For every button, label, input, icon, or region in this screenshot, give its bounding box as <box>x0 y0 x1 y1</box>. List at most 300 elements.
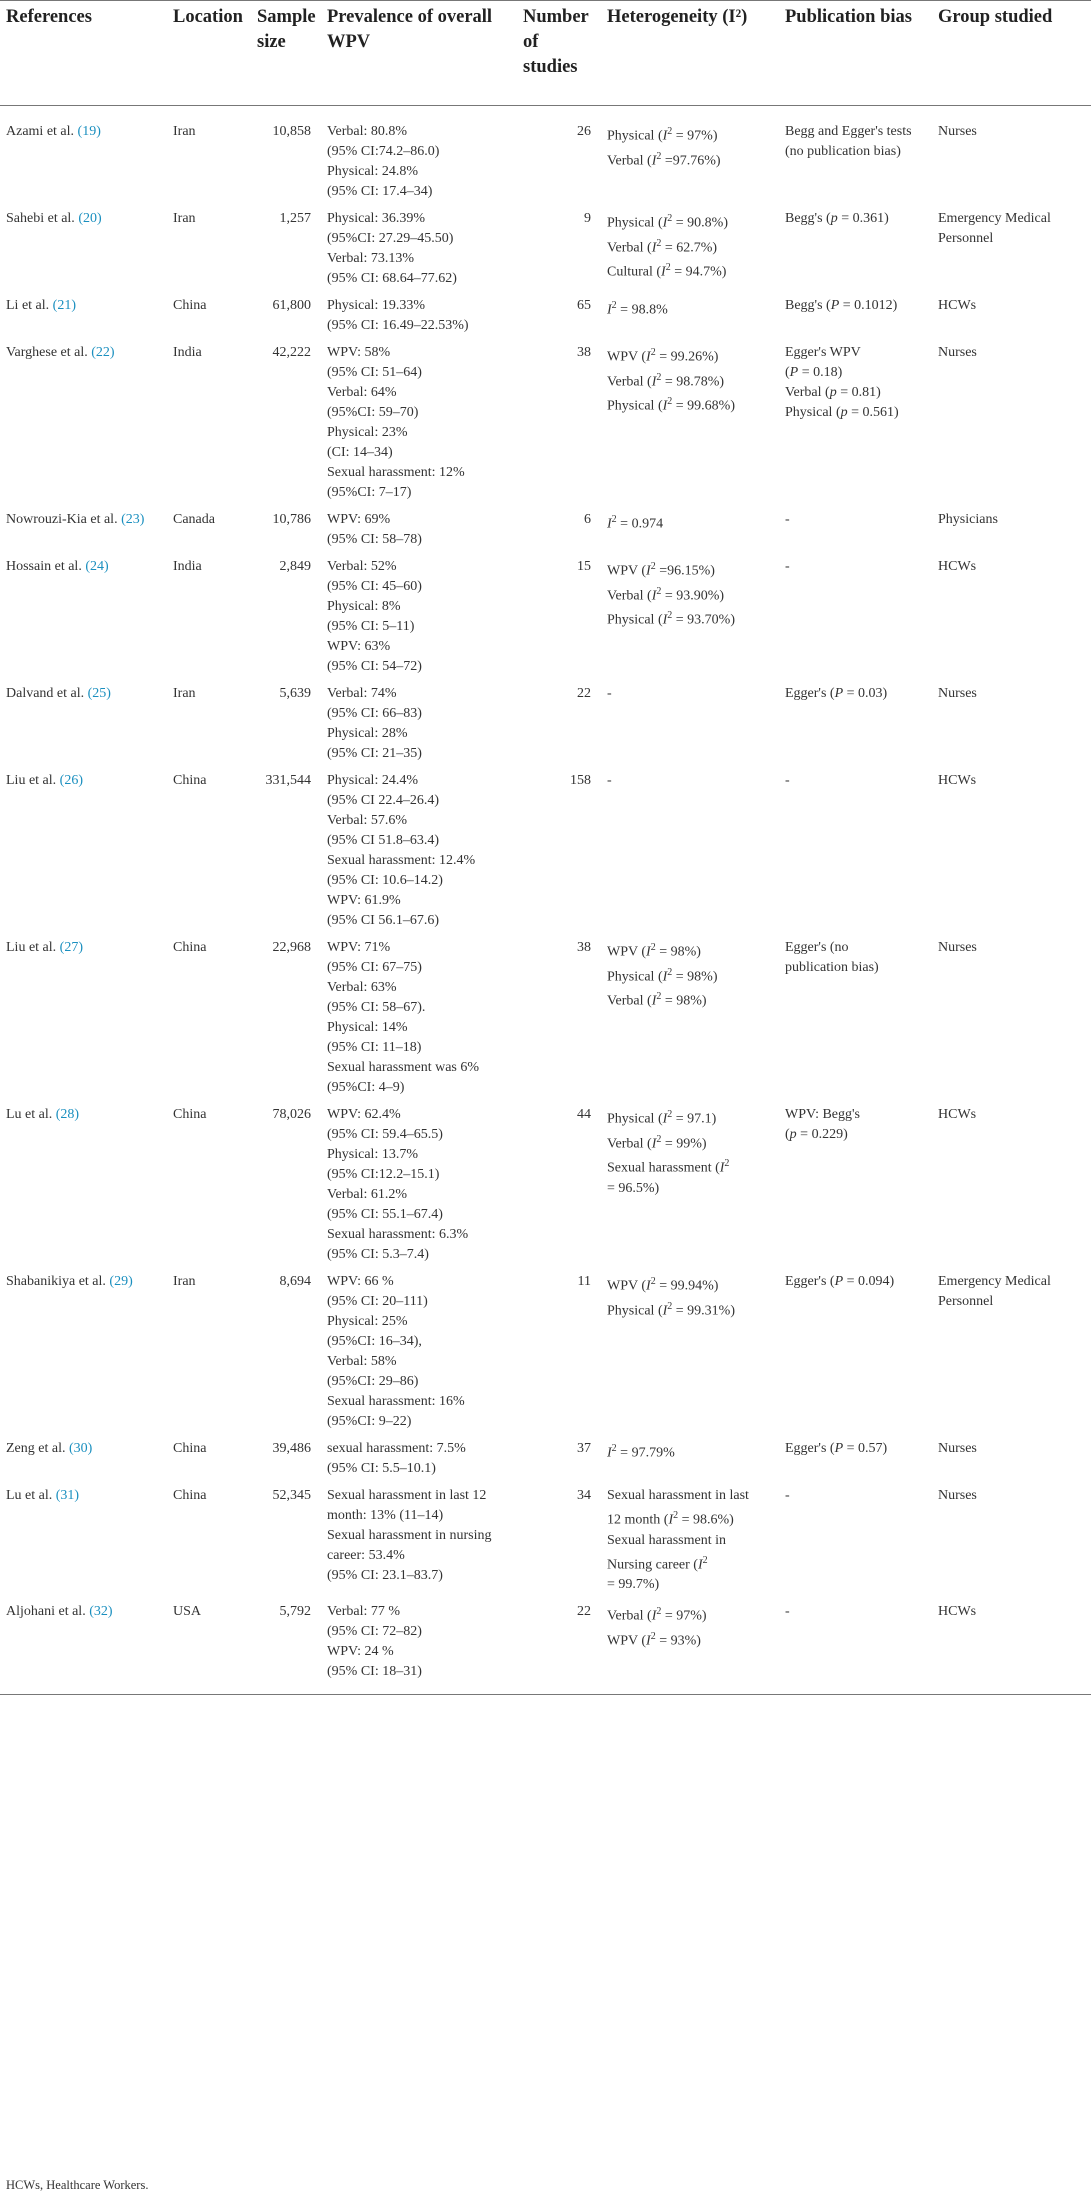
cell-line: - <box>607 686 612 701</box>
cell-location: China <box>173 773 207 788</box>
reference-author: Nowrouzi-Kia et al. <box>6 512 118 527</box>
reference-author: Lu et al. <box>6 1488 53 1503</box>
cell-group-studied <box>932 1595 1091 1695</box>
cell-publication-bias <box>779 1595 932 1695</box>
cell-location: USA <box>167 1595 251 1695</box>
cell-group-studied <box>932 289 1091 336</box>
cell-line: WPV: 66 % <box>327 1274 394 1289</box>
cell-sample-size: 42,222 <box>272 345 311 360</box>
table-row <box>0 1595 1091 1695</box>
cell-heterogeneity <box>601 202 779 289</box>
cell-number-of-studies: 11 <box>577 1274 591 1289</box>
cell-group-studied <box>932 202 1091 289</box>
header-heterogeneity: Heterogeneity (I²) <box>601 1 779 106</box>
cell-line: Sexual harassment: 16% <box>327 1394 465 1409</box>
cell-prevalence <box>321 336 517 503</box>
cell-line: WPV $(I^2 =96.15\%)$ <box>607 561 715 579</box>
cell-publication-bias <box>779 1098 932 1265</box>
cell-line: Verbal: 58% <box>327 1354 397 1369</box>
cell-line: career: 53.4% <box>327 1548 405 1563</box>
cell-group-studied <box>932 931 1091 1098</box>
cell-line: Egger's (P = 0.57) <box>785 1441 888 1456</box>
cell-line: Sexual harassment: 12% <box>327 465 465 480</box>
cell-line: WPV: Begg's <box>785 1107 860 1122</box>
cell-line: Physical: 36.39% <box>327 211 425 226</box>
cell-sample-size: 39,486 <box>272 1441 311 1456</box>
cell-line: HCWs <box>938 773 977 788</box>
cell-group-studied <box>932 1432 1091 1479</box>
reference-author: Dalvand et al. <box>6 686 85 701</box>
cell-sample-size: 1,257 <box>279 211 311 226</box>
cell-group-studied <box>932 1265 1091 1432</box>
cell-line: (CI: 14–34) <box>327 445 393 460</box>
cell-line: WPV: 58% <box>327 345 391 360</box>
citation-link[interactable]: (20) <box>78 211 102 226</box>
cell-line: - <box>785 773 790 788</box>
cell-prevalence <box>321 106 517 203</box>
cell-line: Emergency Medical <box>938 211 1051 226</box>
citation-link[interactable]: (29) <box>109 1274 133 1289</box>
cell-sample-size: 52,345 <box>272 1488 311 1503</box>
cell-sample-size: 10,786 <box>272 512 311 527</box>
cell-line: (95% CI 51.8–63.4) <box>327 833 439 848</box>
cell-number-of-studies: 34 <box>577 1488 591 1503</box>
cell-location: China <box>173 1441 207 1456</box>
cell-line: Sexual harassment: 6.3% <box>327 1227 469 1242</box>
cell-line: 12 month $(I^2 = 98.6\%)$ <box>607 1510 734 1528</box>
cell-line: Sexual harassment in nursing <box>327 1528 492 1543</box>
cell-heterogeneity <box>601 1432 779 1479</box>
cell-line: - <box>785 512 790 527</box>
table-row <box>0 503 1091 550</box>
cell-line: (95% CI: 45–60) <box>327 579 422 594</box>
cell-prevalence <box>321 931 517 1098</box>
reference-author: Liu et al. <box>6 940 57 955</box>
header-group-studied: Group studied <box>932 1 1091 106</box>
cell-heterogeneity <box>601 336 779 503</box>
cell-publication-bias <box>779 677 932 764</box>
cell-sample-size: 22,968 <box>272 940 311 955</box>
cell-line: (95% CI:74.2–86.0) <box>327 144 440 159</box>
cell-heterogeneity <box>601 550 779 677</box>
cell-sample-size: 2,849 <box>279 559 311 574</box>
cell-number-of-studies: 37 <box>577 1441 591 1456</box>
table-row <box>0 677 1091 764</box>
cell-number-of-studies: 158 <box>570 773 591 788</box>
cell-reference <box>0 677 167 764</box>
cell-publication-bias <box>779 1479 932 1595</box>
cell-prevalence <box>321 1432 517 1479</box>
reference-author: Shabanikiya et al. <box>6 1274 106 1289</box>
cell-heterogeneity <box>601 764 779 931</box>
cell-line: Verbal: 77 % <box>327 1604 401 1620</box>
cell-line: Nurses <box>938 686 977 701</box>
cell-heterogeneity <box>601 1098 779 1265</box>
cell-line: Physical: 25% <box>327 1314 408 1329</box>
cell-number-of-studies: 44 <box>577 1107 591 1122</box>
cell-number-of-studies: 38 <box>577 940 591 955</box>
cell-prevalence <box>321 1595 517 1695</box>
citation-link[interactable]: (31) <box>55 1488 80 1503</box>
cell-line: (95% CI 56.1–67.6) <box>327 913 439 928</box>
cell-line: = 96.5%) <box>607 1180 660 1196</box>
cell-reference <box>0 550 167 677</box>
cell-line: Physical $(I^2 = 97\%)$ <box>607 126 718 144</box>
cell-line: (95% CI: 66–83) <box>327 706 422 721</box>
cell-line: Physical: 24.4% <box>327 773 418 788</box>
cell-line: $I^2 = 0.974$ <box>607 514 664 532</box>
cell-number-of-studies: 6 <box>584 512 591 527</box>
cell-publication-bias <box>779 289 932 336</box>
cell-line: Egger's WPV <box>785 345 861 360</box>
cell-line: (95% CI: 5–11) <box>327 619 415 634</box>
cell-location: Canada <box>173 512 215 527</box>
cell-line: (95% CI: 59.4–65.5) <box>327 1127 443 1142</box>
cell-sample-size: 10,858 <box>272 124 311 139</box>
header-publication-bias: Publication bias <box>779 1 932 106</box>
cell-line: (95%CI: 16–34), <box>327 1334 422 1349</box>
cell-line: - <box>607 773 612 788</box>
cell-line: WPV: 61.9% <box>327 893 401 908</box>
cell-line: $I^2 = 98.8\%$ <box>607 300 668 318</box>
cell-line: Begg's (p = 0.361) <box>785 211 889 226</box>
cell-line: Physicians <box>938 512 998 527</box>
cell-location: China <box>173 940 207 955</box>
table-footnote: HCWs, Healthcare Workers. <box>6 2178 149 2192</box>
cell-reference <box>0 1265 167 1432</box>
table-row <box>0 1265 1091 1432</box>
citation-link[interactable]: (25) <box>87 686 111 701</box>
cell-line: Verbal $(I^2 =97.76\%)$ <box>607 150 721 169</box>
cell-line: WPV: 62.4% <box>327 1107 401 1122</box>
header-location: Location <box>167 1 251 106</box>
cell-sample-size: 5,639 <box>279 686 311 701</box>
cell-number-of-studies: 9 <box>584 211 591 226</box>
cell-line: (95% CI: 21–35) <box>327 746 422 761</box>
cell-line: Egger's (P = 0.03) <box>785 686 888 701</box>
cell-group-studied <box>932 764 1091 931</box>
cell-line: Nurses <box>938 940 977 955</box>
cell-line: (95% CI 22.4–26.4) <box>327 793 439 808</box>
header-references: References <box>0 1 167 106</box>
cell-line: (95%CI: 59–70) <box>327 405 419 420</box>
cell-reference <box>0 106 167 203</box>
reference-author: Varghese et al. <box>6 345 88 360</box>
cell-heterogeneity <box>601 503 779 550</box>
cell-line: - <box>785 559 790 574</box>
cell-number-of-studies: 38 <box>577 345 591 360</box>
citation-link[interactable]: (24) <box>85 559 109 574</box>
cell-number-of-studies: 22 <box>517 1595 601 1695</box>
cell-line: Sexual harassment in last <box>607 1488 749 1503</box>
cell-prevalence <box>321 289 517 336</box>
citation-link[interactable]: (28) <box>55 1107 80 1122</box>
cell-line: (95% CI: 54–72) <box>327 659 422 674</box>
cell-line: - <box>785 1604 790 1620</box>
cell-line: WPV: 69% <box>327 512 391 527</box>
cell-line: (95% CI: 18–31) <box>327 1664 422 1680</box>
cell-line: Sexual harassment was 6% <box>327 1060 480 1075</box>
table-row <box>0 1479 1091 1595</box>
cell-prevalence <box>321 1265 517 1432</box>
cell-number-of-studies: 15 <box>577 559 591 574</box>
cell-line: Physical (p = 0.561) <box>785 405 899 420</box>
cell-line: Physical: 23% <box>327 425 408 440</box>
cell-line: Physical: 14% <box>327 1020 408 1035</box>
cell-location: China <box>173 1107 207 1122</box>
table-row <box>0 931 1091 1098</box>
cell-reference <box>0 931 167 1098</box>
cell-line: Physical $(I^2 = 97.1)$ <box>607 1109 717 1127</box>
cell-line: HCWs <box>938 1107 977 1122</box>
cell-location: Iran <box>173 124 196 139</box>
table-row <box>0 202 1091 289</box>
cell-line: publication bias) <box>785 960 879 975</box>
header-sample-size: Sample size <box>251 1 321 106</box>
cell-line: (95% CI: 58–67). <box>327 1000 426 1015</box>
cell-heterogeneity <box>601 1265 779 1432</box>
reference-author: Zeng et al. <box>6 1441 66 1456</box>
cell-line: WPV $(I^2 = 99.26\%)$ <box>607 347 719 365</box>
cell-sample-size: 78,026 <box>272 1107 311 1122</box>
cell-line: (95%CI: 7–17) <box>327 485 412 500</box>
table-row <box>0 1098 1091 1265</box>
cell-location: India <box>173 559 202 574</box>
cell-line: (95% CI: 11–18) <box>327 1040 422 1055</box>
reference-author: Aljohani et al. <box>6 1604 86 1620</box>
cell-publication-bias <box>779 1432 932 1479</box>
cell-line: (P = 0.18) <box>785 365 843 380</box>
cell-line: (p = 0.229) <box>785 1127 848 1142</box>
citation-link[interactable]: (30) <box>68 1441 93 1456</box>
cell-line: Sexual harassment: 12.4% <box>327 853 476 868</box>
cell-location: Iran <box>173 211 196 226</box>
table-row <box>0 289 1091 336</box>
table-body <box>0 106 1091 1695</box>
cell-line: Verbal $(I^2 = 99\%)$ <box>607 1133 707 1152</box>
cell-line: Verbal: 80.8% <box>327 124 408 139</box>
cell-number-of-studies: 26 <box>577 124 591 139</box>
cell-line: Sexual harassment in last 12 <box>327 1488 487 1503</box>
cell-group-studied <box>932 677 1091 764</box>
cell-line: - <box>785 1488 790 1503</box>
cell-prevalence <box>321 764 517 931</box>
citation-link[interactable]: (21) <box>52 298 76 313</box>
cell-line: Physical $(I^2 = 99.31\%)$ <box>607 1300 736 1319</box>
cell-line: Sexual harassment ($I^2$ <box>607 1158 730 1176</box>
cell-publication-bias <box>779 550 932 677</box>
cell-sample-size: 331,544 <box>265 773 311 788</box>
header-number-of-studies: Number of studies <box>517 1 601 106</box>
cell-line: (95% CI: 68.64–77.62) <box>327 271 457 286</box>
reference-author: Lu et al. <box>6 1107 53 1122</box>
citation-link[interactable]: (26) <box>59 773 83 788</box>
cell-line: Physical: 19.33% <box>327 298 425 313</box>
cell-line: Verbal $(I^2 = 98\%)$ <box>607 991 707 1009</box>
cell-number-of-studies: 65 <box>577 298 591 313</box>
cell-line: Cultural $(I^2 = 94.7\%)$ <box>607 262 727 280</box>
cell-line: (95% CI:12.2–15.1) <box>327 1167 440 1182</box>
cell-line: HCWs <box>938 559 977 574</box>
cell-line: Begg and Egger's tests <box>785 124 912 139</box>
cell-line: Personnel <box>938 1294 994 1309</box>
cell-line: (95% CI: 51–64) <box>327 365 422 380</box>
cell-reference <box>0 764 167 931</box>
cell-line: (95% CI: 5.3–7.4) <box>327 1247 429 1262</box>
cell-reference <box>0 503 167 550</box>
cell-line: Physical: 28% <box>327 726 408 741</box>
cell-publication-bias <box>779 764 932 931</box>
cell-line: Physical $(I^2 = 98\%)$ <box>607 966 718 985</box>
cell-prevalence <box>321 550 517 677</box>
cell-line: Physical: 13.7% <box>327 1147 418 1162</box>
table-row <box>0 764 1091 931</box>
cell-publication-bias <box>779 336 932 503</box>
cell-sample-size: 8,694 <box>279 1274 311 1289</box>
reference-author: Hossain et al. <box>6 559 82 574</box>
table-row <box>0 336 1091 503</box>
cell-reference <box>0 289 167 336</box>
cell-line: sexual harassment: 7.5% <box>327 1441 466 1456</box>
header-row <box>0 1 1091 106</box>
citation-link[interactable]: (22) <box>91 345 115 360</box>
cell-location: China <box>173 1488 207 1503</box>
cell-line: (95% CI: 16.49–22.53%) <box>327 318 469 333</box>
cell-heterogeneity <box>601 1479 779 1595</box>
cell-heterogeneity <box>601 677 779 764</box>
header-prevalence: Prevalence of overall WPV <box>321 1 517 106</box>
cell-prevalence <box>321 1479 517 1595</box>
cell-prevalence <box>321 677 517 764</box>
cell-location: China <box>173 298 207 313</box>
cell-line: Egger's (no <box>785 940 849 955</box>
table-row <box>0 1432 1091 1479</box>
cell-heterogeneity <box>601 1595 779 1695</box>
cell-line: WPV: 24 % <box>327 1644 394 1660</box>
cell-line: Verbal $(I^2 = 62.7\%)$ <box>607 237 718 256</box>
cell-line: (95% CI: 67–75) <box>327 960 422 975</box>
cell-publication-bias <box>779 503 932 550</box>
cell-publication-bias <box>779 106 932 203</box>
table-row <box>0 550 1091 677</box>
cell-line: WPV: 63% <box>327 639 391 654</box>
cell-line: WPV $(I^2 = 98\%)$ <box>607 942 701 960</box>
citation-link[interactable]: (19) <box>77 124 101 139</box>
cell-line: Personnel <box>938 231 994 246</box>
reference-author: Sahebi et al. <box>6 211 75 226</box>
cell-sample-size: 5,792 <box>251 1595 321 1695</box>
cell-line: Verbal $(I^2 = 93.90\%)$ <box>607 585 725 604</box>
cell-location: India <box>173 345 202 360</box>
cell-location: Iran <box>173 686 196 701</box>
cell-line: Nurses <box>938 345 977 360</box>
cell-reference <box>0 1595 167 1695</box>
cell-publication-bias <box>779 1265 932 1432</box>
cell-line: Verbal: 52% <box>327 559 397 574</box>
cell-line: Verbal: 57.6% <box>327 813 408 828</box>
cell-line: Egger's (P = 0.094) <box>785 1274 895 1289</box>
cell-line: Sexual harassment in <box>607 1532 726 1548</box>
citation-link[interactable]: (32) <box>89 1604 113 1620</box>
cell-reference <box>0 336 167 503</box>
cell-line: (95% CI: 58–78) <box>327 532 422 547</box>
cell-line: (95% CI: 20–111) <box>327 1294 428 1309</box>
table-row <box>0 106 1091 203</box>
cell-line: month: 13% (11–14) <box>327 1508 444 1523</box>
cell-line: (95%CI: 27.29–45.50) <box>327 231 454 246</box>
cell-reference <box>0 202 167 289</box>
cell-line: Nurses <box>938 1441 977 1456</box>
cell-line: Physical: 8% <box>327 599 401 614</box>
cell-line: Physical $(I^2 = 93.70\%)$ <box>607 610 736 628</box>
cell-line: HCWs <box>938 298 977 313</box>
cell-reference <box>0 1432 167 1479</box>
cell-reference <box>0 1479 167 1595</box>
cell-prevalence <box>321 202 517 289</box>
citation-link[interactable]: (27) <box>59 940 83 955</box>
cell-line: (95% CI: 5.5–10.1) <box>327 1461 436 1476</box>
cell-line: = 99.7%) <box>607 1577 660 1593</box>
cell-heterogeneity <box>601 289 779 336</box>
cell-prevalence <box>321 1098 517 1265</box>
citation-link[interactable]: (23) <box>121 512 145 527</box>
cell-line: Verbal: 63% <box>327 980 397 995</box>
cell-line: Emergency Medical <box>938 1274 1051 1289</box>
cell-location: Iran <box>173 1274 196 1289</box>
cell-group-studied <box>932 550 1091 677</box>
cell-line: (95% CI: 55.1–67.4) <box>327 1207 443 1222</box>
cell-group-studied <box>932 336 1091 503</box>
cell-line: WPV $(I^2 = 93\%)$ <box>607 1630 701 1649</box>
cell-line: Verbal: 73.13% <box>327 251 415 266</box>
cell-line: WPV $(I^2 = 99.94\%)$ <box>607 1276 719 1294</box>
cell-heterogeneity <box>601 106 779 203</box>
cell-line: Verbal $(I^2 = 98.78\%)$ <box>607 371 725 390</box>
cell-line: Nurses <box>938 1488 977 1503</box>
cell-line: Verbal $(I^2 = 97\%)$ <box>607 1606 707 1624</box>
cell-heterogeneity <box>601 931 779 1098</box>
cell-reference <box>0 1098 167 1265</box>
cell-line: $I^2 = 97.79\%$ <box>607 1443 675 1461</box>
cell-line: Physical $(I^2 = 90.8\%)$ <box>607 213 729 231</box>
cell-sample-size: 61,800 <box>272 298 311 313</box>
cell-group-studied <box>932 106 1091 203</box>
cell-group-studied <box>932 503 1091 550</box>
reference-author: Li et al. <box>6 298 50 313</box>
cell-line: Verbal: 64% <box>327 385 397 400</box>
cell-line: Begg's (P = 0.1012) <box>785 298 898 313</box>
cell-line: HCWs <box>938 1604 977 1620</box>
cell-line: Verbal: 61.2% <box>327 1187 408 1202</box>
cell-prevalence <box>321 503 517 550</box>
cell-line: (95% CI: 23.1–83.7) <box>327 1568 443 1583</box>
cell-line: (95%CI: 4–9) <box>327 1080 405 1095</box>
cell-line: (95% CI: 72–82) <box>327 1624 422 1640</box>
cell-number-of-studies: 22 <box>577 686 591 701</box>
cell-line: WPV: 71% <box>327 940 391 955</box>
reference-author: Azami et al. <box>6 124 75 139</box>
cell-line: Physical: 24.8% <box>327 164 418 179</box>
cell-line: Verbal: 74% <box>327 686 397 701</box>
cell-line: Nurses <box>938 124 977 139</box>
cell-publication-bias <box>779 931 932 1098</box>
cell-line: (95%CI: 9–22) <box>327 1414 412 1429</box>
reference-author: Liu et al. <box>6 773 57 788</box>
cell-line: Verbal (p = 0.81) <box>785 385 881 400</box>
cell-line: (95% CI: 17.4–34) <box>327 184 433 199</box>
cell-group-studied <box>932 1098 1091 1265</box>
cell-line: (95%CI: 29–86) <box>327 1374 419 1389</box>
